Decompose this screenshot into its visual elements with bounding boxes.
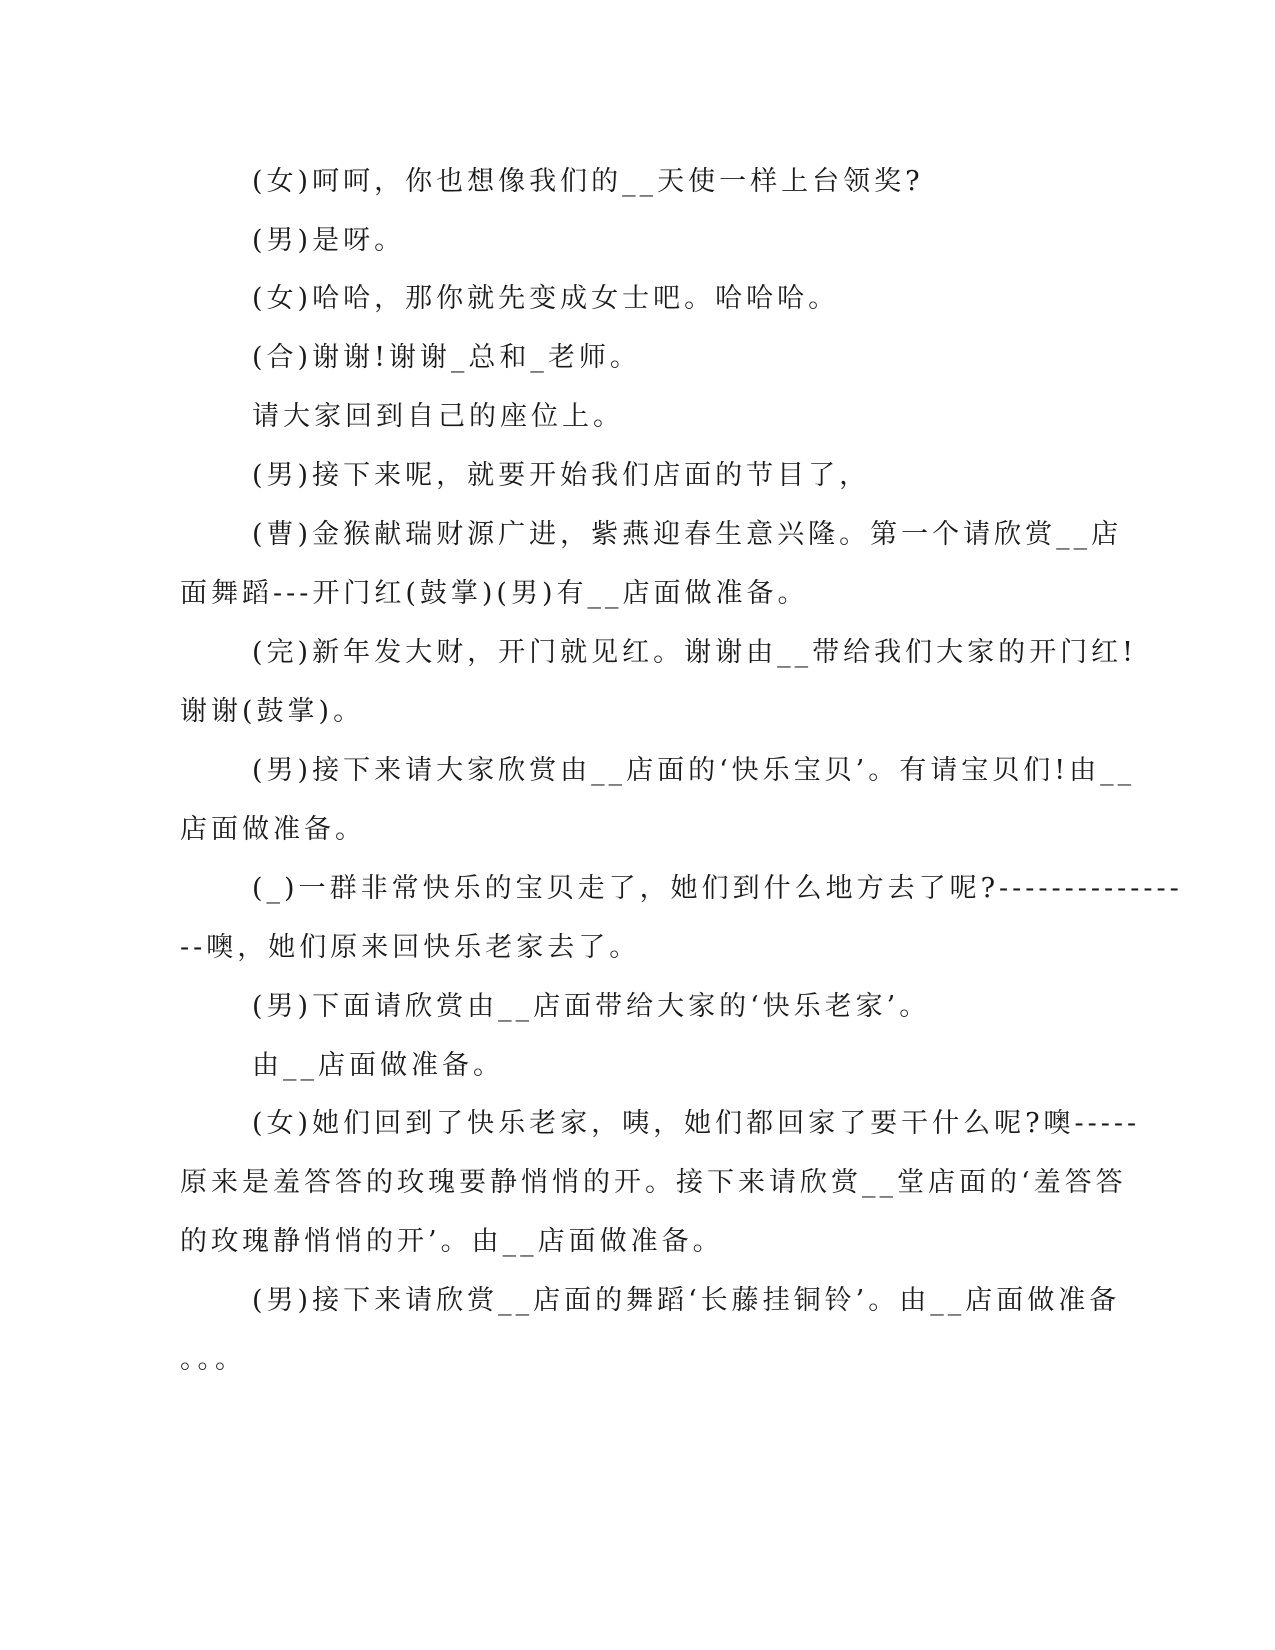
dialogue-line-continued: 。。。 bbox=[180, 1344, 246, 1375]
dialogue-line: 请大家回到自己的座位上。 bbox=[252, 401, 624, 432]
dialogue-line-continued: 面舞蹈---开门红(鼓掌)(男)有__店面做准备。 bbox=[180, 578, 809, 609]
dialogue-line: (完)新年发大财，开门就见红。谢谢由__带给我们大家的开门红! bbox=[252, 637, 1137, 668]
dialogue-line: (男)接下来请大家欣赏由__店面的‘快乐宝贝’。有请宝贝们!由__ bbox=[252, 755, 1136, 786]
dialogue-line: (_)一群非常快乐的宝贝走了，她们到什么地方去了呢?-------------- bbox=[252, 873, 1183, 904]
dialogue-line: (男)接下来请欣赏__店面的舞蹈‘长藤挂铜铃’。由__店面做准备 bbox=[252, 1285, 1121, 1316]
dialogue-line-continued: 谢谢(鼓掌)。 bbox=[180, 696, 365, 727]
dialogue-line: (合)谢谢!谢谢_总和_老师。 bbox=[252, 342, 641, 373]
dialogue-line-continued: 店面做准备。 bbox=[180, 814, 366, 845]
dialogue-line: (男)是呀。 bbox=[252, 225, 406, 256]
dialogue-line-continued: --噢，她们原来回快乐老家去了。 bbox=[180, 932, 641, 963]
dialogue-line-continued: 原来是羞答答的玫瑰要静悄悄的开。接下来请欣赏__堂店面的‘羞答答 bbox=[180, 1167, 1127, 1198]
dialogue-line: (女)她们回到了快乐老家，咦，她们都回家了要干什么呢?噢----- bbox=[252, 1108, 1141, 1139]
dialogue-line: (女)哈哈，那你就先变成女士吧。哈哈哈。 bbox=[252, 283, 840, 314]
dialogue-line: (曹)金猴献瑞财源广进，紫燕迎春生意兴隆。第一个请欣赏__店 bbox=[252, 519, 1123, 550]
dialogue-line: (女)呵呵，你也想像我们的__天使一样上台领奖? bbox=[252, 166, 924, 197]
dialogue-line-continued: 的玫瑰静悄悄的开’。由__店面做准备。 bbox=[180, 1226, 724, 1257]
dialogue-line: (男)接下来呢，就要开始我们店面的节目了， bbox=[252, 460, 871, 491]
dialogue-line: (男)下面请欣赏由__店面带给大家的‘快乐老家’。 bbox=[252, 991, 931, 1022]
dialogue-line: 由__店面做准备。 bbox=[252, 1050, 504, 1081]
